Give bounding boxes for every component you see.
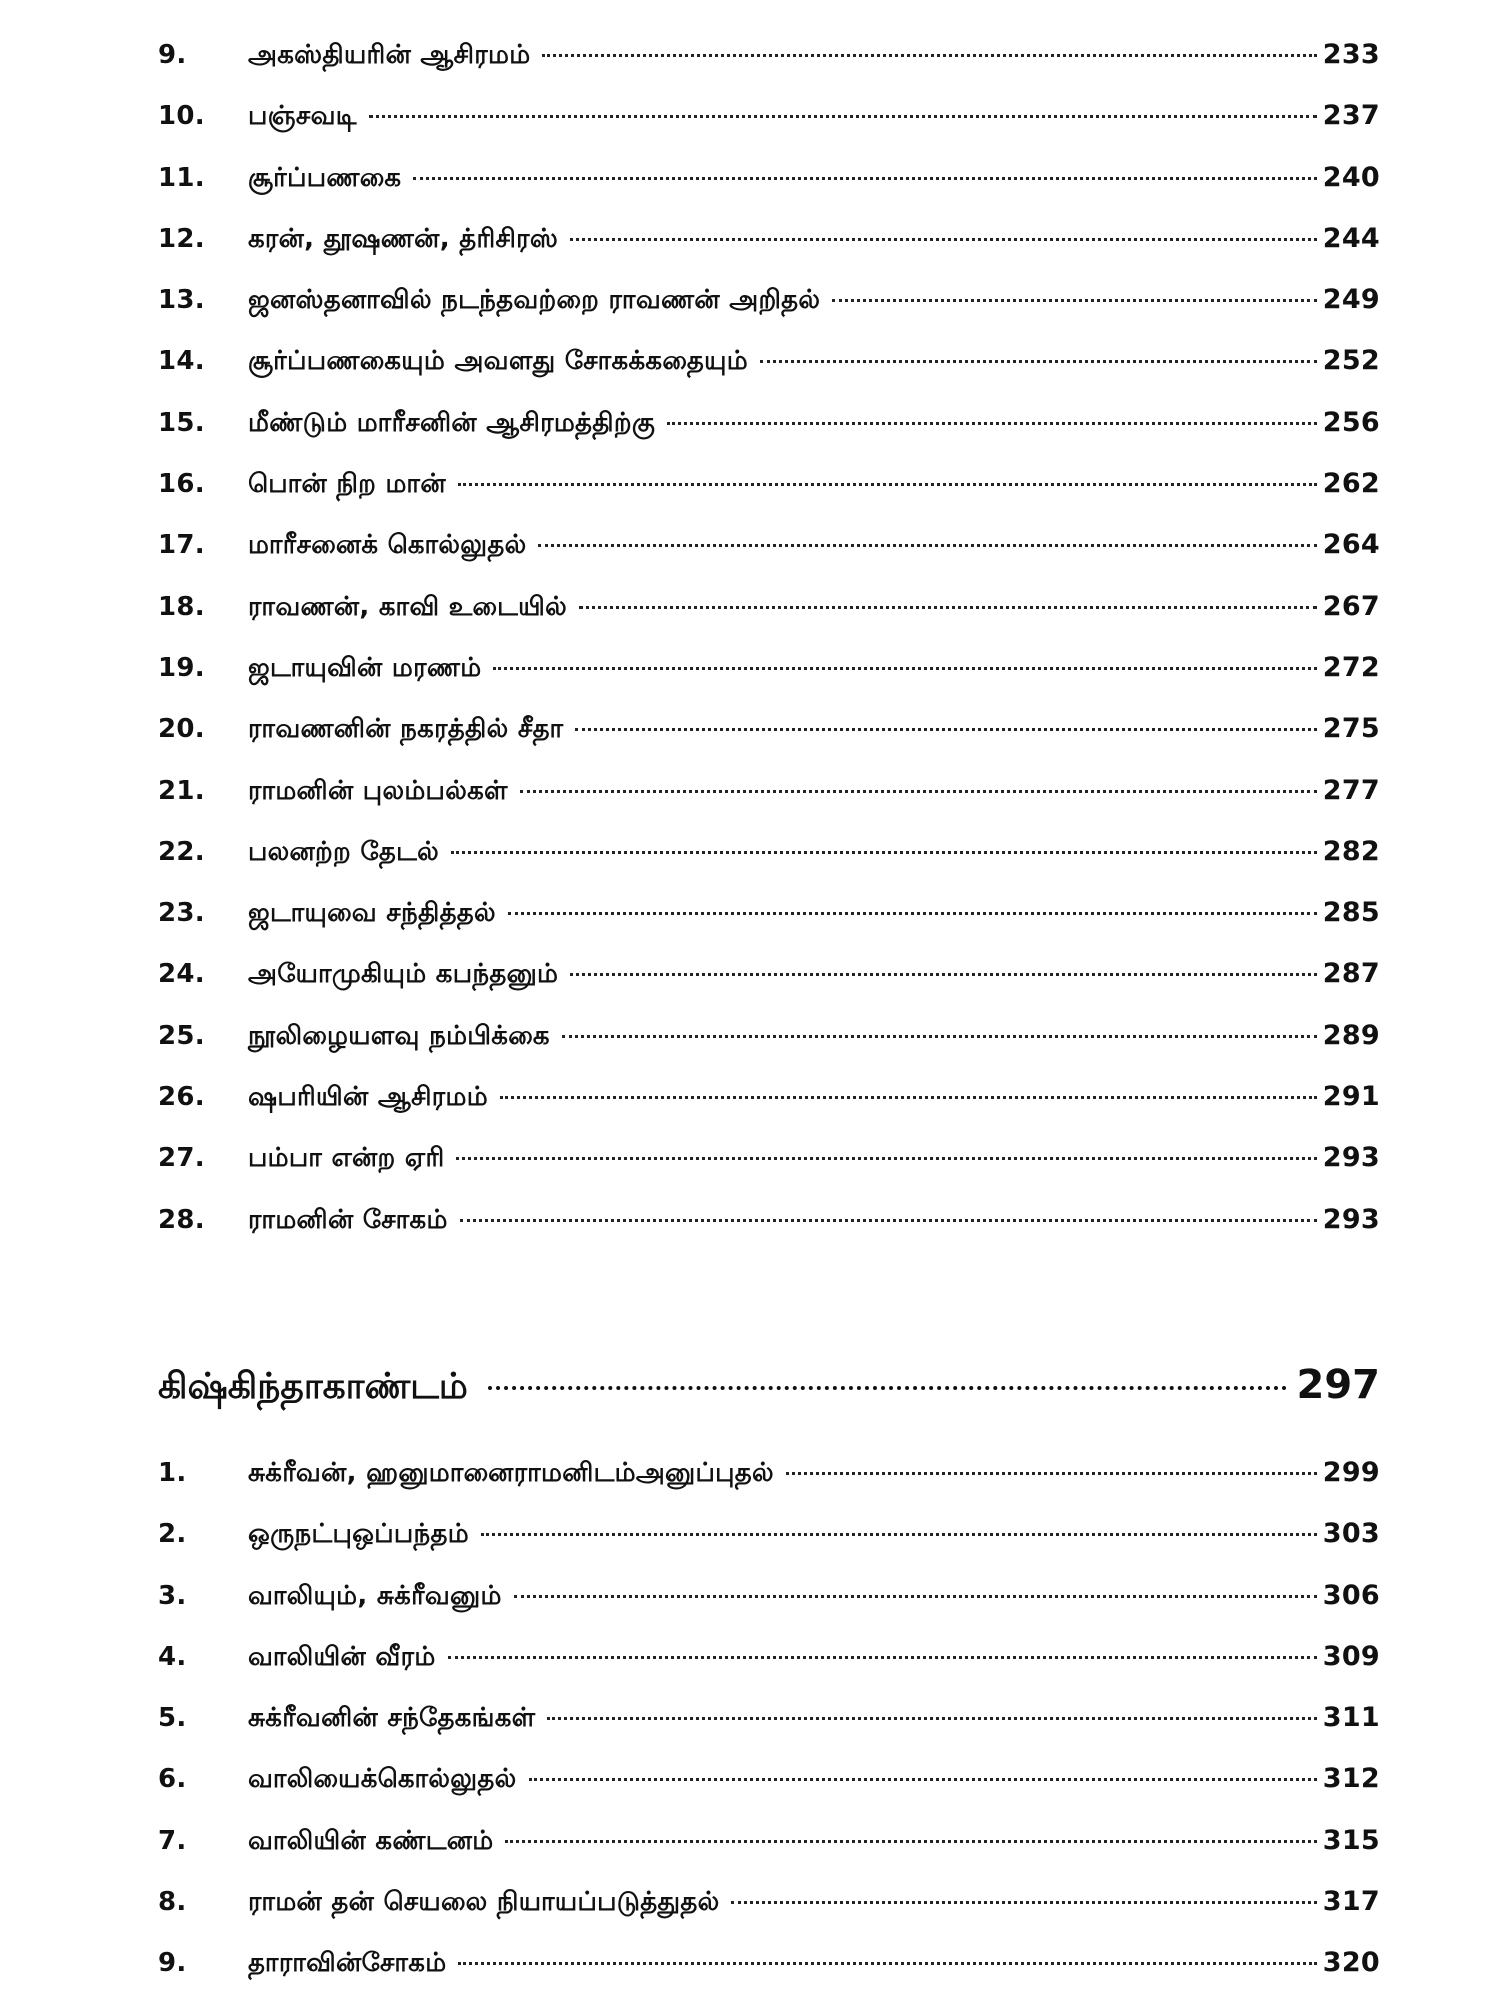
entry-title: ஜனஸ்தனாவில் நடந்தவற்றை ராவணன் அறிதல்	[248, 285, 821, 316]
entry-page-number: 244	[1322, 222, 1380, 254]
dot-leader	[413, 177, 1316, 180]
toc-entry	[158, 1886, 1380, 1947]
toc-entry	[158, 39, 1380, 100]
entry-number: 28.	[158, 1204, 205, 1235]
entry-title: பம்பா என்ற ஏரி	[248, 1143, 445, 1174]
entry-title: பஞ்சவடி	[248, 101, 357, 132]
entry-title: வாலியைக்கொல்லுதல்	[248, 1764, 517, 1795]
entry-title: அகஸ்தியரின் ஆசிரமம்	[248, 40, 531, 70]
entry-title: மாரீசனைக் கொல்லுதல்	[248, 530, 527, 561]
entry-number: 20.	[158, 714, 205, 745]
entry-title: ராவணன், காவி உடையில்	[248, 591, 568, 622]
toc-entry	[158, 1081, 1380, 1142]
dot-leader	[505, 1840, 1316, 1843]
entry-title: ஷபரியின் ஆசிரமம்	[248, 1082, 488, 1113]
dot-leader	[493, 667, 1316, 670]
dot-leader	[731, 1901, 1316, 1904]
toc-entry	[158, 958, 1380, 1019]
dot-leader	[448, 1656, 1317, 1659]
entry-title: சுக்ரீவனின் சந்தேகங்கள்	[248, 1703, 536, 1734]
toc-entry	[158, 1457, 1380, 1518]
entry-page-number: 309	[1322, 1640, 1380, 1672]
dot-leader	[508, 912, 1317, 915]
entry-page-number: 312	[1322, 1763, 1380, 1795]
entry-number: 9.	[158, 40, 187, 70]
entry-number: 13.	[158, 285, 205, 316]
toc-entry	[158, 713, 1380, 774]
entry-page-number: 233	[1322, 39, 1380, 70]
entry-page-number: 299	[1322, 1457, 1380, 1488]
toc-entry	[158, 1204, 1380, 1265]
entry-number: 26.	[158, 1082, 205, 1113]
entry-number: 16.	[158, 469, 205, 500]
entry-page-number: 277	[1322, 774, 1380, 806]
toc-entry	[158, 1702, 1380, 1763]
dot-leader	[369, 115, 1317, 118]
entry-number: 10.	[158, 101, 205, 132]
entry-page-number: 275	[1322, 713, 1380, 745]
entry-page-number: 282	[1322, 835, 1380, 867]
toc-entry	[158, 284, 1380, 345]
dot-leader	[786, 1472, 1317, 1475]
entry-page-number: 264	[1322, 529, 1380, 561]
entry-number: 8.	[158, 1887, 187, 1918]
entry-title: வாலியின் வீரம்	[248, 1641, 436, 1672]
dot-leader	[458, 1962, 1316, 1965]
entry-number: 11.	[158, 162, 205, 193]
toc-entry	[158, 1142, 1380, 1203]
dot-leader	[460, 1219, 1317, 1222]
dot-leader	[500, 1096, 1317, 1099]
entry-page-number: 293	[1322, 1203, 1380, 1235]
entry-title: ராமன் தன் செயலை நியாயப்படுத்துதல்	[248, 1887, 720, 1918]
entry-number: 9.	[158, 1948, 187, 1979]
entry-number: 24.	[158, 959, 205, 990]
entry-page-number: 311	[1322, 1702, 1380, 1734]
entry-title: வாலியின் கண்டனம்	[248, 1825, 494, 1856]
entry-page-number: 262	[1322, 468, 1380, 500]
dot-leader	[562, 1035, 1317, 1038]
entry-title: நூலிழையளவு நம்பிக்கை	[248, 1020, 550, 1051]
entry-page-number: 291	[1322, 1081, 1380, 1113]
toc-entry	[158, 591, 1380, 652]
entry-number: 19.	[158, 652, 205, 683]
entry-number: 27.	[158, 1143, 205, 1174]
entry-title: தாராவின்சோகம்	[248, 1948, 447, 1979]
entry-title: பொன் நிற மான்	[248, 469, 446, 500]
toc-entry	[158, 775, 1380, 836]
dot-leader	[456, 1157, 1316, 1160]
entry-page-number: 267	[1322, 590, 1380, 622]
dot-leader	[570, 973, 1316, 976]
entry-title: ஜடாயுவை சந்தித்தல்	[248, 898, 496, 929]
dot-leader	[488, 1386, 1287, 1390]
entry-title: ஜடாயுவின் மரணம்	[248, 652, 482, 683]
entry-title: கரன், தூஷணன், த்ரிசிரஸ்	[248, 223, 559, 254]
entry-title: ராவணனின் நகரத்தில் சீதா	[248, 714, 564, 745]
entry-page-number: 293	[1322, 1142, 1380, 1174]
dot-leader	[547, 1717, 1316, 1720]
toc-entry	[158, 897, 1380, 958]
entry-page-number: 287	[1322, 958, 1380, 990]
entry-number: 23.	[158, 898, 205, 929]
dot-leader	[542, 54, 1316, 57]
dot-leader	[538, 544, 1316, 547]
entry-page-number: 315	[1322, 1824, 1380, 1856]
entry-page-number: 289	[1322, 1019, 1380, 1051]
entry-title: சூர்ப்பணகையும் அவளது சோகக்கதையும்	[248, 346, 748, 377]
dot-leader	[570, 238, 1317, 241]
entry-title: வாலியும், சுக்ரீவனும்	[248, 1580, 502, 1611]
toc-entry	[158, 100, 1380, 161]
entry-number: 18.	[158, 591, 205, 622]
entry-title: பலனற்ற தேடல்	[248, 836, 439, 867]
entry-page-number: 272	[1322, 651, 1380, 683]
dot-leader	[514, 1595, 1317, 1598]
toc-entry	[158, 345, 1380, 406]
entry-page-number: 306	[1322, 1579, 1380, 1611]
dot-leader	[579, 606, 1317, 609]
toc-entry	[158, 407, 1380, 468]
entry-page-number: 237	[1322, 100, 1380, 132]
entry-number: 14.	[158, 346, 205, 377]
section-title: கிஷ்கிந்தாகாண்டம்	[158, 1366, 468, 1407]
entry-page-number: 249	[1322, 284, 1380, 316]
section-heading	[158, 1362, 1380, 1422]
entry-title: சுக்ரீவன், ஹனுமானைராமனிடம்அனுப்புதல்	[248, 1458, 774, 1488]
toc-entry	[158, 1020, 1380, 1081]
entry-title: சூர்ப்பணகை	[248, 162, 402, 193]
toc-entry	[158, 652, 1380, 713]
dot-leader	[520, 790, 1317, 793]
toc-entry	[158, 1763, 1380, 1824]
toc-entry	[158, 836, 1380, 897]
toc-entry	[158, 1641, 1380, 1702]
entry-title: ராமனின் புலம்பல்கள்	[248, 775, 508, 806]
toc-entry	[158, 1825, 1380, 1886]
toc-entry	[158, 1518, 1380, 1579]
dot-leader	[667, 422, 1317, 425]
dot-leader	[760, 360, 1317, 363]
section-page-number: 297	[1296, 1362, 1380, 1408]
entry-number: 4.	[158, 1641, 187, 1672]
entry-number: 1.	[158, 1458, 187, 1488]
toc-entry	[158, 162, 1380, 223]
entry-page-number: 252	[1322, 345, 1380, 377]
entry-title: ராமனின் சோகம்	[248, 1204, 448, 1235]
toc-entry	[158, 468, 1380, 529]
entry-number: 25.	[158, 1020, 205, 1051]
entry-number: 5.	[158, 1703, 187, 1734]
entry-title: மீண்டும் மாரீசனின் ஆசிரமத்திற்கு	[248, 407, 656, 438]
entry-page-number: 285	[1322, 897, 1380, 929]
toc-list-aranya	[158, 39, 1380, 1265]
entry-number: 22.	[158, 836, 205, 867]
entry-page-number: 317	[1322, 1886, 1380, 1918]
dot-leader	[529, 1778, 1317, 1781]
entry-title: ஒருநட்புஒப்பந்தம்	[248, 1519, 469, 1550]
toc-entry	[158, 1580, 1380, 1641]
entry-page-number: 320	[1322, 1947, 1380, 1979]
entry-page-number: 256	[1322, 406, 1380, 438]
entry-page-number: 303	[1322, 1518, 1380, 1550]
entry-number: 6.	[158, 1764, 187, 1795]
dot-leader	[458, 483, 1317, 486]
toc-entry	[158, 529, 1380, 590]
entry-number: 21.	[158, 775, 205, 806]
toc-entry	[158, 1947, 1380, 2008]
entry-number: 12.	[158, 223, 205, 254]
entry-number: 15.	[158, 407, 205, 438]
dot-leader	[451, 851, 1317, 854]
entry-number: 7.	[158, 1825, 187, 1856]
entry-number: 17.	[158, 530, 205, 561]
toc-list-kishkindha	[158, 1457, 1380, 2009]
entry-number: 3.	[158, 1580, 187, 1611]
toc-entry	[158, 223, 1380, 284]
dot-leader	[832, 299, 1317, 302]
entry-title: அயோமுகியும் கபந்தனும்	[248, 959, 559, 990]
dot-leader	[575, 728, 1316, 731]
entry-number: 2.	[158, 1519, 187, 1550]
entry-page-number: 240	[1322, 161, 1380, 193]
dot-leader	[481, 1533, 1317, 1536]
